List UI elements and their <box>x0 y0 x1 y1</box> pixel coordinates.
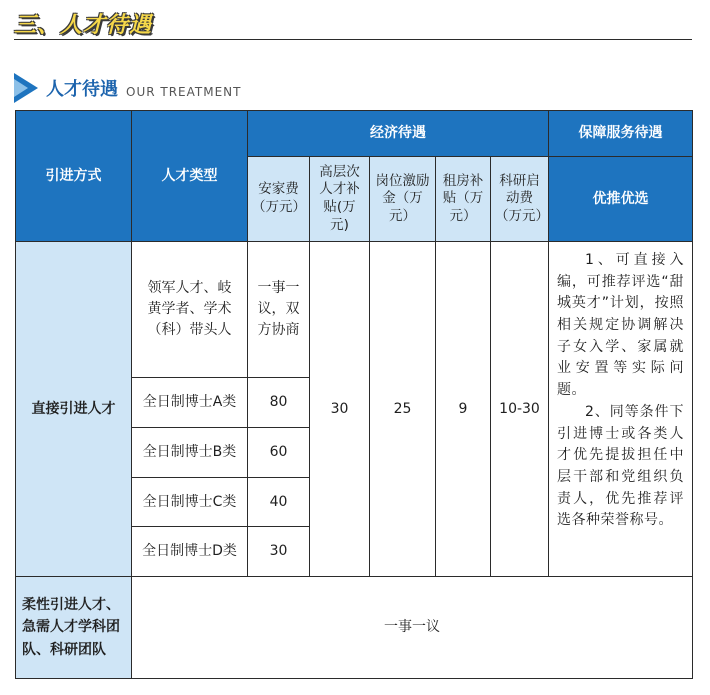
table-row-type: 全日制博士C类 <box>132 478 248 527</box>
subheader <box>14 70 692 106</box>
table-row-type: 全日制博士D类 <box>132 527 248 577</box>
table-row-settlement: 30 <box>248 527 310 577</box>
research-fund-value: 10-30 <box>491 242 549 577</box>
table-row-type: 全日制博士B类 <box>132 428 248 478</box>
header-high-level-subsidy: 高层次人才补贴(万元) <box>310 157 370 242</box>
header-service-sub: 优推优选 <box>549 157 693 242</box>
subheader-title: 人才待遇 <box>46 79 118 100</box>
table-row-type: 领军人才、岐黄学者、学术（科）带头人 <box>132 242 248 378</box>
header-service: 保障服务待遇 <box>549 111 693 157</box>
header-talent-type: 人才类型 <box>132 111 248 242</box>
table-row-settlement: 60 <box>248 428 310 478</box>
treatment-table <box>15 110 693 679</box>
direct-recruit-label: 直接引进人才 <box>16 242 132 577</box>
table-row-settlement: 40 <box>248 478 310 527</box>
benefit-item-2: 2、同等条件下引进博士或各类人才优先提拔担任中层干部和党组织负责人，优先推荐评选各种荣誉称号。 <box>557 403 684 529</box>
header-post-incentive: 岗位激励金（万元） <box>370 157 436 242</box>
section-title <box>14 6 152 40</box>
section-title-text: 三、人才待遇 <box>14 12 153 38</box>
post-incentive-value: 25 <box>370 242 436 577</box>
header-rent-subsidy: 租房补贴（万元） <box>436 157 491 242</box>
header-economic: 经济待遇 <box>248 111 549 157</box>
header-settlement: 安家费（万元） <box>248 157 310 242</box>
subheader-subtitle: OUR TREATMENT <box>126 85 242 99</box>
high-level-subsidy-value: 30 <box>310 242 370 577</box>
service-benefits <box>549 242 693 577</box>
header-recruit-method: 引进方式 <box>16 111 132 242</box>
chevron-right-icon <box>14 73 38 103</box>
flexible-recruit-value: 一事一议 <box>132 577 693 679</box>
table-row-type: 全日制博士A类 <box>132 378 248 428</box>
header-research-fund: 科研启动费（万元） <box>491 157 549 242</box>
rent-subsidy-value: 9 <box>436 242 491 577</box>
section-divider <box>14 39 692 40</box>
flexible-recruit-label: 柔性引进人才、急需人才学科团队、科研团队 <box>16 577 132 679</box>
benefit-item-1: 1、可直接入编，可推荐评选“甜城英才”计划，按照相关规定协调解决子女入学、家属就业安置等实际问题。 <box>557 252 684 399</box>
table-row-settlement: 80 <box>248 378 310 428</box>
table-row-settlement: 一事一议，双方协商 <box>248 242 310 378</box>
